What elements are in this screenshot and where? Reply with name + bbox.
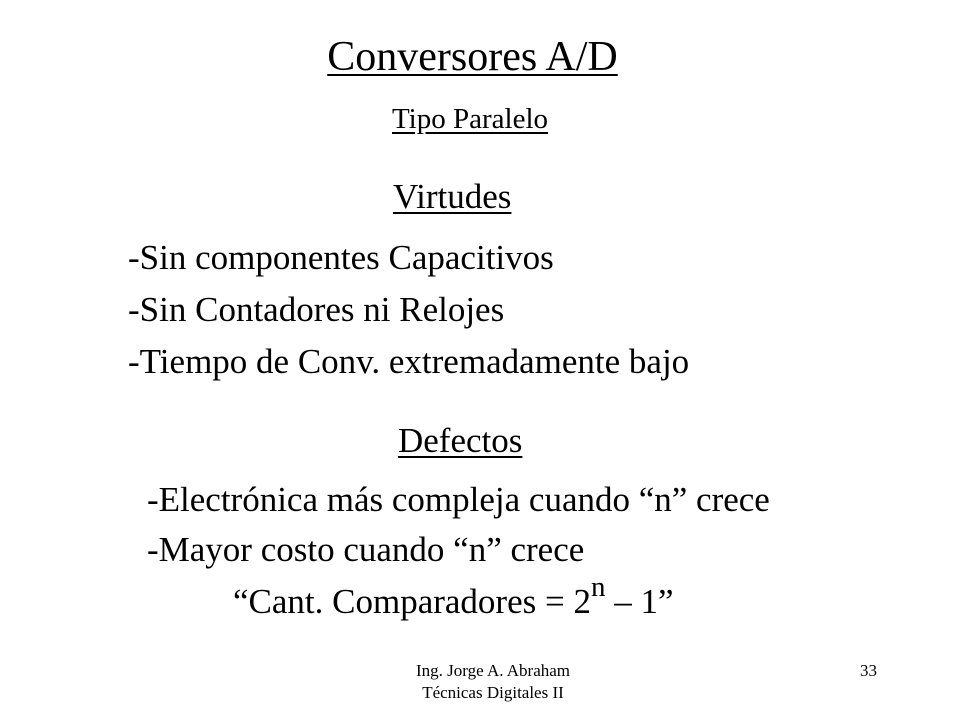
defecto-item: -Electrónica más compleja cuando “n” crece [147,480,770,519]
formula-exponent: n [590,571,606,604]
footer-credits [398,660,588,704]
virtud-item: -Sin Contadores ni Relojes [128,290,505,329]
defectos-heading: Defectos [398,421,523,460]
footer-course: Técnicas Digitales II [422,683,564,702]
defecto-item: -Mayor costo cuando “n” crece [147,530,585,569]
slide-subtitle: Tipo Paralelo [391,103,549,135]
slide-title: Conversores A/D [327,34,618,80]
virtud-item: -Tiempo de Conv. extremadamente bajo [128,342,690,381]
formula-prefix: “Cant. Comparadores = 2 [233,582,591,621]
virtudes-heading: Virtudes [393,177,512,216]
page-number: 33 [860,661,877,680]
footer-author: Ing. Jorge A. Abraham [415,661,571,680]
comparators-formula [233,571,674,624]
formula-suffix: – 1” [605,582,674,621]
virtud-item: -Sin componentes Capacitivos [128,238,554,277]
